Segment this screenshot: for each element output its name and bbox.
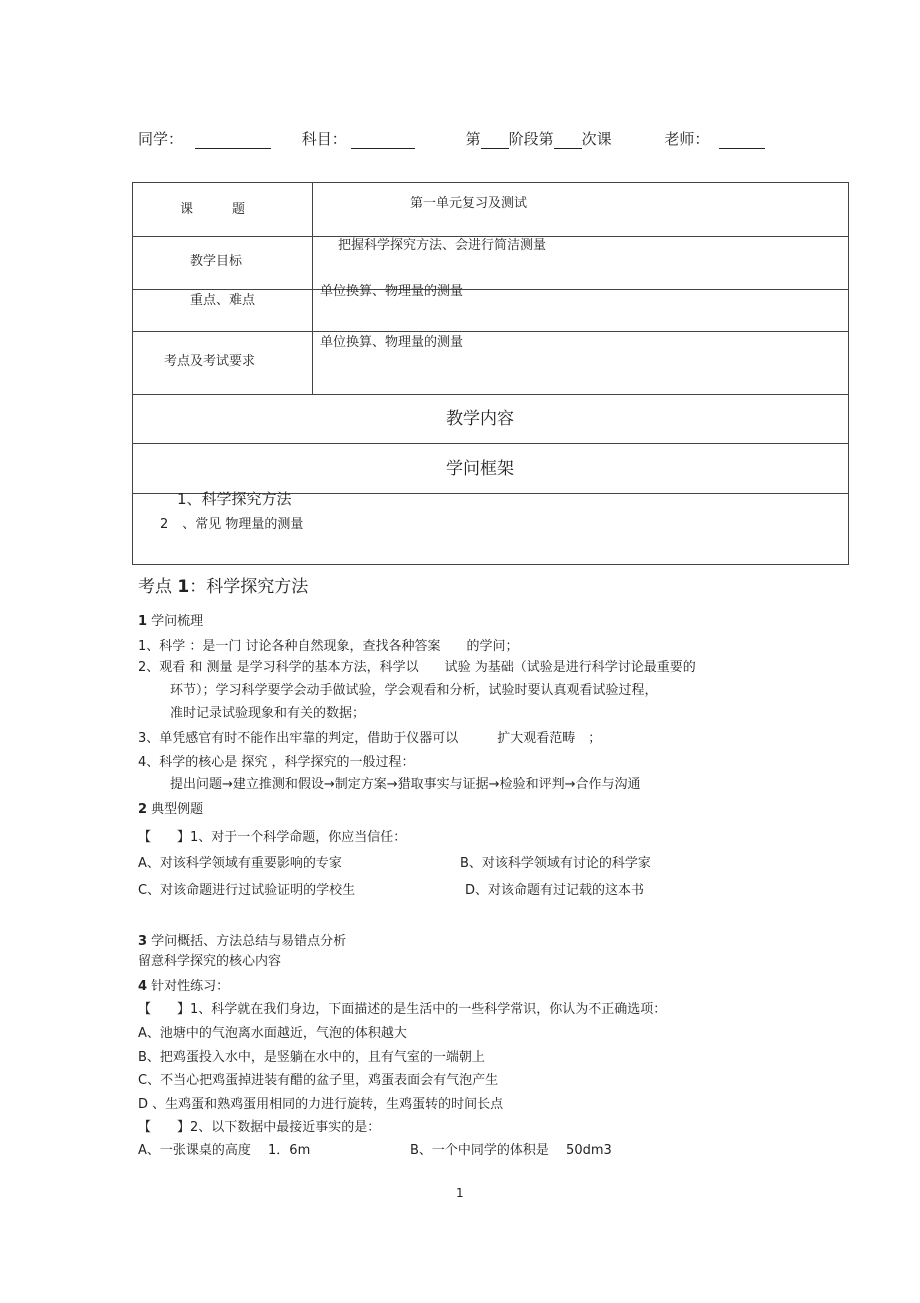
text-line: [138, 635, 519, 654]
framework-item-1: 1、科学探究方法: [177, 490, 292, 508]
item-text: 、常见 物理量的测量: [182, 517, 304, 532]
page-number: 1: [456, 1186, 464, 1200]
student-blank[interactable]: [195, 134, 271, 149]
title-number: 1: [177, 577, 190, 597]
text-line: [138, 1093, 503, 1112]
heading-number: 1: [138, 614, 148, 629]
goal-label: 教学目标: [190, 254, 243, 269]
stage-label: 阶段第: [508, 130, 554, 148]
table-border: [132, 182, 849, 183]
exam-value: 单位换算、物理量的测量: [320, 335, 464, 350]
item-number: 2: [160, 517, 169, 532]
lesson-label: 次课: [581, 130, 612, 148]
topic-label: 课 题: [180, 202, 246, 217]
text-line: [138, 826, 406, 845]
text-line: [170, 773, 640, 792]
line-text: 学问概括、方法总结与易错点分析: [147, 934, 347, 949]
subject-blank[interactable]: [351, 134, 415, 149]
text-line: [138, 1139, 310, 1158]
line-text: 【 】1、科学就在我们身边，下面描述的是生活中的一些科学常识，你认为不正确选项：: [138, 1002, 667, 1017]
line-text: 4、科学的核心是 探究 ，科学探究的一般过程：: [138, 755, 415, 770]
section-title: [138, 572, 308, 597]
framework-heading: 学问框架: [446, 459, 514, 479]
stage-blank[interactable]: [481, 134, 509, 149]
heading-number: 3: [138, 934, 148, 949]
line-text: A、池塘中的气泡离水面越近，气泡的体积越大: [138, 1026, 407, 1041]
line-text: A、对该科学领域有重要影响的专家: [138, 856, 342, 871]
line-text: 环节）；学习科学要学会动手做试验，学会观看和分析，试验时要认真观看试验过程，: [170, 683, 658, 698]
framework-item-2: [160, 513, 303, 532]
line-text: 3、单凭感官有时不能作出牢靠的判定，借助于仪器可以 扩大观看范畴 ；: [138, 731, 602, 746]
table-border: [312, 182, 313, 394]
line-text: 【 】2、以下数据中最接近事实的是：: [138, 1120, 381, 1135]
student-label: 同学：: [138, 130, 184, 148]
line-text: A、一张课桌的高度 1．6m: [138, 1143, 311, 1158]
table-border: [132, 443, 849, 444]
text-line: [410, 1139, 612, 1158]
text-line: [138, 1022, 407, 1041]
line-text: B、把鸡蛋投入水中，是竖躺在水中的，且有气室的一端朝上: [138, 1050, 485, 1065]
line-text: D、对该命题有过记载的这本书: [465, 883, 645, 898]
text-line: [138, 1116, 380, 1135]
teacher-label: 老师：: [664, 130, 710, 148]
heading-number: 4: [138, 979, 148, 994]
text-line: [138, 1046, 485, 1065]
heading-number: 2: [138, 802, 148, 817]
line-text: 学问梳理: [147, 614, 204, 629]
line-text: 1、科学 ：是一门 讨论各种自然现象，查找各种答案 的学问；: [138, 639, 519, 654]
text-line: [138, 751, 415, 770]
exam-label: 考点及考试要求: [164, 354, 256, 369]
subject-label: 科目：: [301, 130, 347, 148]
key-value: 单位换算、物理量的测量: [320, 284, 464, 299]
di-label: 第: [465, 130, 481, 148]
table-border: [848, 182, 849, 565]
teacher-blank[interactable]: [719, 134, 765, 149]
goal-value: 把握科学探究方法、会进行简洁测量: [338, 238, 547, 253]
table-border: [132, 394, 849, 395]
key-label: 重点、难点: [190, 293, 256, 308]
table-border: [132, 331, 849, 332]
text-line: [138, 975, 229, 994]
line-text: 【 】1、对于一个科学命题，你应当信任：: [138, 830, 407, 845]
text-line: [138, 656, 696, 675]
text-line: [170, 679, 658, 698]
title-part: 考点: [138, 577, 178, 597]
content-heading: 教学内容: [446, 409, 514, 429]
text-line: [138, 879, 355, 898]
title-part: ：科学探究方法: [189, 577, 309, 597]
line-text: 2、观看 和 测量 是学习科学的基本方法，科学以 试验 为基础（试验是进行科学讨论最重要的: [138, 660, 696, 675]
lesson-blank[interactable]: [554, 134, 582, 149]
line-text: 准时记录试验现象和有关的数据；: [170, 706, 366, 721]
text-line: [138, 930, 346, 949]
text-line: [138, 1069, 498, 1088]
text-line: [138, 727, 601, 746]
text-line: [138, 950, 281, 969]
text-line: [138, 798, 203, 817]
line-text: B、对该科学领域有讨论的科学家: [460, 856, 651, 871]
header-line: [138, 128, 765, 149]
line-text: D 、生鸡蛋和熟鸡蛋用相同的力进行旋转，生鸡蛋转的时间长点: [138, 1097, 504, 1112]
line-text: 典型例题: [147, 802, 204, 817]
line-text: 留意科学探究的核心内容: [138, 954, 282, 969]
topic-value: 第一单元复习及测试: [410, 196, 528, 211]
text-line: [460, 852, 651, 871]
line-text: C、对该命题进行过试验证明的学校生: [138, 883, 356, 898]
text-line: [170, 702, 365, 721]
line-text: 提出问题→建立推测和假设→制定方案→猎取事实与证据→检验和评判→合作与沟通: [170, 777, 641, 792]
text-line: [138, 998, 666, 1017]
table-border: [132, 564, 849, 565]
text-line: [465, 879, 644, 898]
line-text: B、一个中同学的体积是 50dm3: [410, 1143, 612, 1158]
table-border: [132, 182, 133, 565]
text-line: [138, 610, 203, 629]
line-text: C、不当心把鸡蛋掉进装有醋的盆子里，鸡蛋表面会有气泡产生: [138, 1073, 499, 1088]
text-line: [138, 852, 342, 871]
line-text: 针对性练习：: [147, 979, 230, 994]
